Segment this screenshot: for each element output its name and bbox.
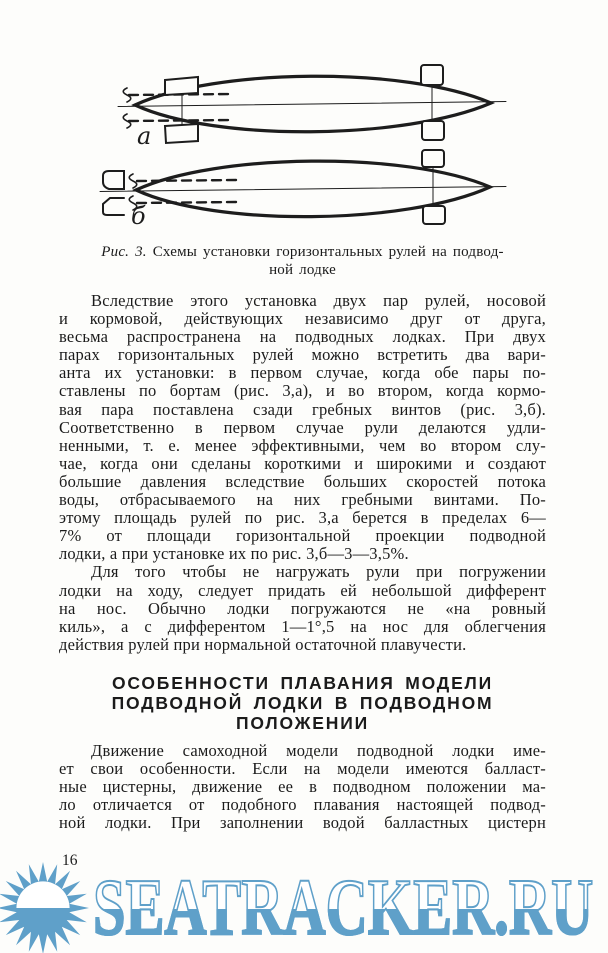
- text-line: чае, когда они сделаны короткими и широкими и создают: [59, 453, 546, 473]
- rudder: [421, 65, 443, 85]
- section-heading-line: ПОЛОЖЕНИИ: [236, 712, 369, 733]
- rudder: [103, 171, 124, 189]
- text-line: и кормовой, действующих независимо друг от друга,: [59, 309, 546, 329]
- text-column: [59, 292, 546, 832]
- text-line: ненными, т. е. менее эффективными, чем во втором слу-: [59, 435, 546, 455]
- text-line: киль», а с дифферентом 1—1°,5 на нос для облегчения: [59, 616, 546, 636]
- text-line: Вследствие этого установка двух пар рулей, носовой: [91, 291, 546, 310]
- figure-label-a: а: [137, 122, 152, 150]
- text-line: анта их установки: в первом случае, когда обе пары по-: [59, 363, 546, 383]
- figure-label-b: б: [131, 202, 146, 230]
- rudder: [165, 124, 198, 143]
- watermark-text: SEATRACKER.RU: [93, 864, 594, 952]
- section-heading-line: ПОДВОДНОЙ ЛОДКИ В ПОДВОДНОМ: [111, 692, 494, 713]
- text-line: на нос. Обычно лодки погружаются не «на ровный: [59, 598, 546, 618]
- rudder: [165, 77, 198, 95]
- text-line: ет свои особенности. Если на модели имеются балласт-: [59, 758, 546, 778]
- text-line: Движение самоходной модели подводной лодки име-: [91, 740, 546, 760]
- figure-caption-text: Схемы установки горизонтальных рулей на подвод-: [152, 244, 504, 260]
- rudder: [423, 206, 445, 224]
- diagram-a: [118, 65, 506, 150]
- section-heading-line: ОСОБЕННОСТИ ПЛАВАНИЯ МОДЕЛИ: [111, 672, 493, 693]
- text-line: ло отличается от подобного плавания настоящей подвод-: [59, 795, 546, 815]
- text-line: лодки на ходу, следует придать ей небольшой дифферент: [59, 580, 546, 600]
- propeller-icon: [129, 174, 137, 188]
- text-line: ставлены по бортам (рис. 3,а), и во втором, когда кормо-: [59, 381, 546, 401]
- text-line: ной лодки. При заполнении водой балластных цистерн: [59, 813, 546, 833]
- text-line: весьма распространена на подводных лодках. При двух: [59, 327, 546, 347]
- paragraph-3: [59, 742, 546, 832]
- text-line: вая пара поставлена сзади гребных винтов (рис. 3,б).: [59, 399, 546, 419]
- figure-3-diagram: [58, 56, 550, 244]
- section-heading: [59, 673, 546, 733]
- figure-caption-line2: ной лодке: [269, 262, 336, 278]
- paragraph-1: [59, 292, 546, 563]
- rudder: [103, 198, 124, 215]
- text-line: этому площадь рулей по рис. 3,а берется в пределах 6—: [59, 508, 546, 528]
- text-line: воды, отбрасываемого на них гребными винтами. По-: [59, 490, 546, 510]
- figure-caption: [59, 243, 546, 279]
- text-line: ные цистерны, движение ее в подводном положении ма-: [59, 777, 546, 797]
- paragraph-2: [59, 563, 546, 653]
- text-line: 7% от площади горизонтальной проекции подводной: [59, 526, 546, 546]
- text-line: Соответственно в первом случае рули делаются удли-: [59, 417, 546, 437]
- page-number: 16: [62, 852, 78, 869]
- text-line: Для того чтобы не нагружать рули при погружении: [91, 562, 546, 582]
- figure-ref: Рис. 3.: [101, 244, 147, 260]
- figure-caption-line1: [59, 243, 546, 261]
- text-line: парах горизонтальных рулей можно встретить два вари-: [59, 345, 546, 365]
- rudder: [422, 121, 444, 140]
- diagram-b: [100, 150, 506, 230]
- sun-over-sea-icon: [0, 862, 89, 953]
- text-line: большие давления вследствие больших скоростей потока: [59, 471, 546, 491]
- text-line: действия рулей при нормальной остаточной плавучести.: [59, 634, 467, 654]
- rudder: [422, 150, 444, 167]
- text-line: лодки, а при установке их по рис. 3,б—3—3,5%.: [59, 544, 409, 564]
